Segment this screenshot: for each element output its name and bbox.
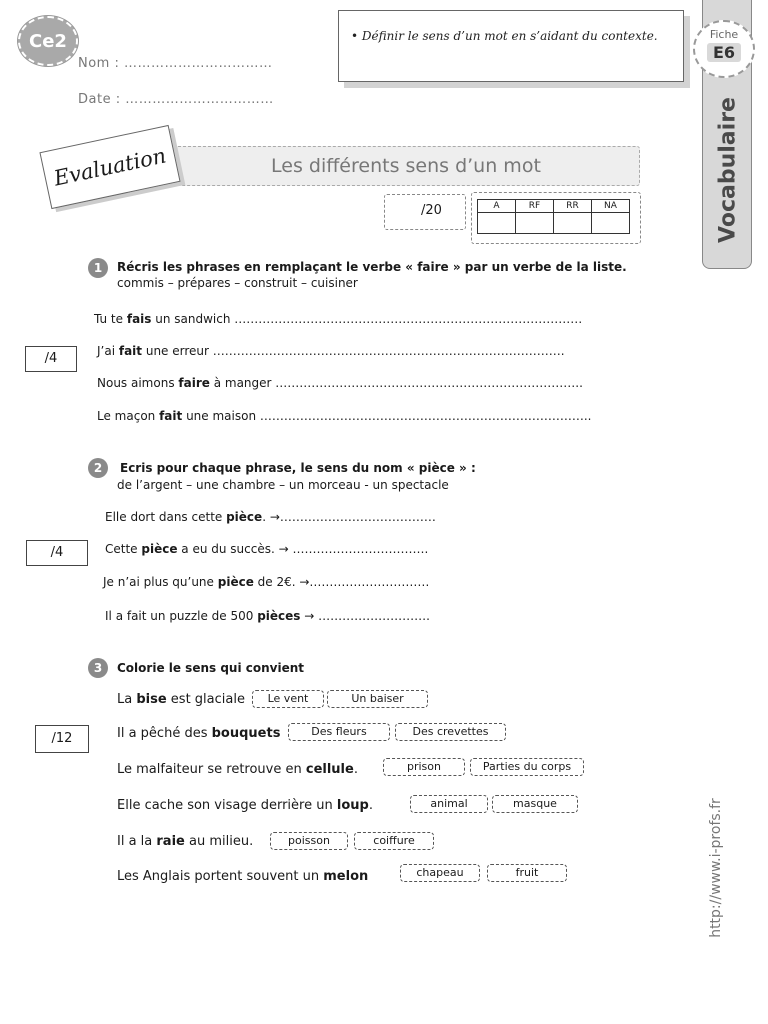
- choice-chip[interactable]: chapeau: [400, 864, 480, 882]
- exercise-2-line[interactable]: Il a fait un puzzle de 500 pièces → ……………………….: [105, 609, 430, 623]
- grid-header-a: A: [478, 200, 516, 213]
- grid-cell[interactable]: [554, 213, 592, 234]
- grid-cell[interactable]: [516, 213, 554, 234]
- choice-chip[interactable]: Des fleurs: [288, 723, 390, 741]
- objective-box: [338, 10, 684, 82]
- exercise-1-list: commis – prépares – construit – cuisiner: [117, 276, 358, 290]
- total-score: /20: [421, 203, 442, 218]
- exercise-2-line[interactable]: Je n’ai plus qu’une pièce de 2€. →…………………………: [103, 575, 430, 589]
- exercise-2-line[interactable]: Cette pièce a eu du succès. → …………………………….: [105, 542, 429, 556]
- objective-text: • Définir le sens d’un mot en s’aidant du contexte.: [351, 29, 658, 43]
- exercise-1-number: 1: [88, 258, 108, 278]
- grid-header-rr: RR: [554, 200, 592, 213]
- exercise-3-sentence: Il a la raie au milieu.: [117, 834, 254, 849]
- grid-header-rf: RF: [516, 200, 554, 213]
- exercise-1-line[interactable]: Le maçon fait une maison ………………………………………………………………………..: [97, 409, 592, 423]
- exercise-1-line[interactable]: Tu te fais un sandwich ……………………………………………………………………………: [94, 312, 583, 326]
- total-score-box: [384, 194, 466, 230]
- subject-label: Vocabulaire: [715, 97, 741, 243]
- page-title: Les différents sens d’un mot: [271, 155, 541, 177]
- grid-cell[interactable]: [478, 213, 516, 234]
- exercise-3-sentence: Elle cache son visage derrière un loup.: [117, 798, 373, 813]
- choice-chip[interactable]: masque: [492, 795, 578, 813]
- choice-chip[interactable]: poisson: [270, 832, 348, 850]
- choice-chip[interactable]: Des crevettes: [395, 723, 506, 741]
- exercise-3-score: /12: [35, 725, 89, 753]
- choice-chip[interactable]: Parties du corps: [470, 758, 584, 776]
- exercise-3-sentence: Les Anglais portent souvent un melon: [117, 869, 369, 884]
- name-field[interactable]: Nom : ……………………………: [78, 56, 273, 71]
- exercise-3-number: 3: [88, 658, 108, 678]
- exercise-1-score: /4: [25, 346, 77, 372]
- exercise-1-line[interactable]: J’ai fait une erreur …………………………………………………………………………….: [97, 344, 565, 358]
- exercise-1-line[interactable]: Nous aimons faire à manger …………………………………………………………………..: [97, 376, 583, 390]
- exercise-3-sentence: Il a pêché des bouquets: [117, 726, 281, 741]
- choice-chip[interactable]: coiffure: [354, 832, 434, 850]
- choice-chip[interactable]: animal: [410, 795, 488, 813]
- exercise-2-line[interactable]: Elle dort dans cette pièce. →…………………………………: [105, 510, 436, 524]
- exercise-1-title: Récris les phrases en remplaçant le verbe « faire » par un verbe de la liste.: [117, 260, 627, 274]
- grid-cell[interactable]: [592, 213, 630, 234]
- evaluation-tag: Evaluation: [39, 125, 180, 209]
- title-banner: [170, 146, 640, 186]
- assessment-table: [477, 199, 630, 234]
- date-field[interactable]: Date : ……………………………: [78, 92, 274, 107]
- exercise-2-title: Ecris pour chaque phrase, le sens du nom « pièce » :: [120, 461, 476, 475]
- fiche-label: Fiche: [709, 28, 739, 41]
- exercise-2-list: de l’argent – une chambre – un morceau - un spectacle: [117, 478, 449, 492]
- exercise-3-title: Colorie le sens qui convient: [117, 661, 305, 675]
- choice-chip[interactable]: Le vent: [252, 690, 324, 708]
- exercise-3-sentence: Le malfaiteur se retrouve en cellule.: [117, 762, 358, 777]
- assessment-grid: [471, 192, 641, 244]
- exercise-2-score: /4: [26, 540, 88, 566]
- choice-chip[interactable]: Un baiser: [327, 690, 428, 708]
- choice-chip[interactable]: fruit: [487, 864, 567, 882]
- source-url: http://www.i-profs.fr: [708, 798, 724, 938]
- level-badge: Ce2: [18, 16, 78, 66]
- exercise-3-sentence: La bise est glaciale: [117, 692, 245, 707]
- grid-header-na: NA: [592, 200, 630, 213]
- fiche-badge: [693, 20, 755, 78]
- choice-chip[interactable]: prison: [383, 758, 465, 776]
- fiche-number: E6: [707, 43, 741, 62]
- exercise-2-number: 2: [88, 458, 108, 478]
